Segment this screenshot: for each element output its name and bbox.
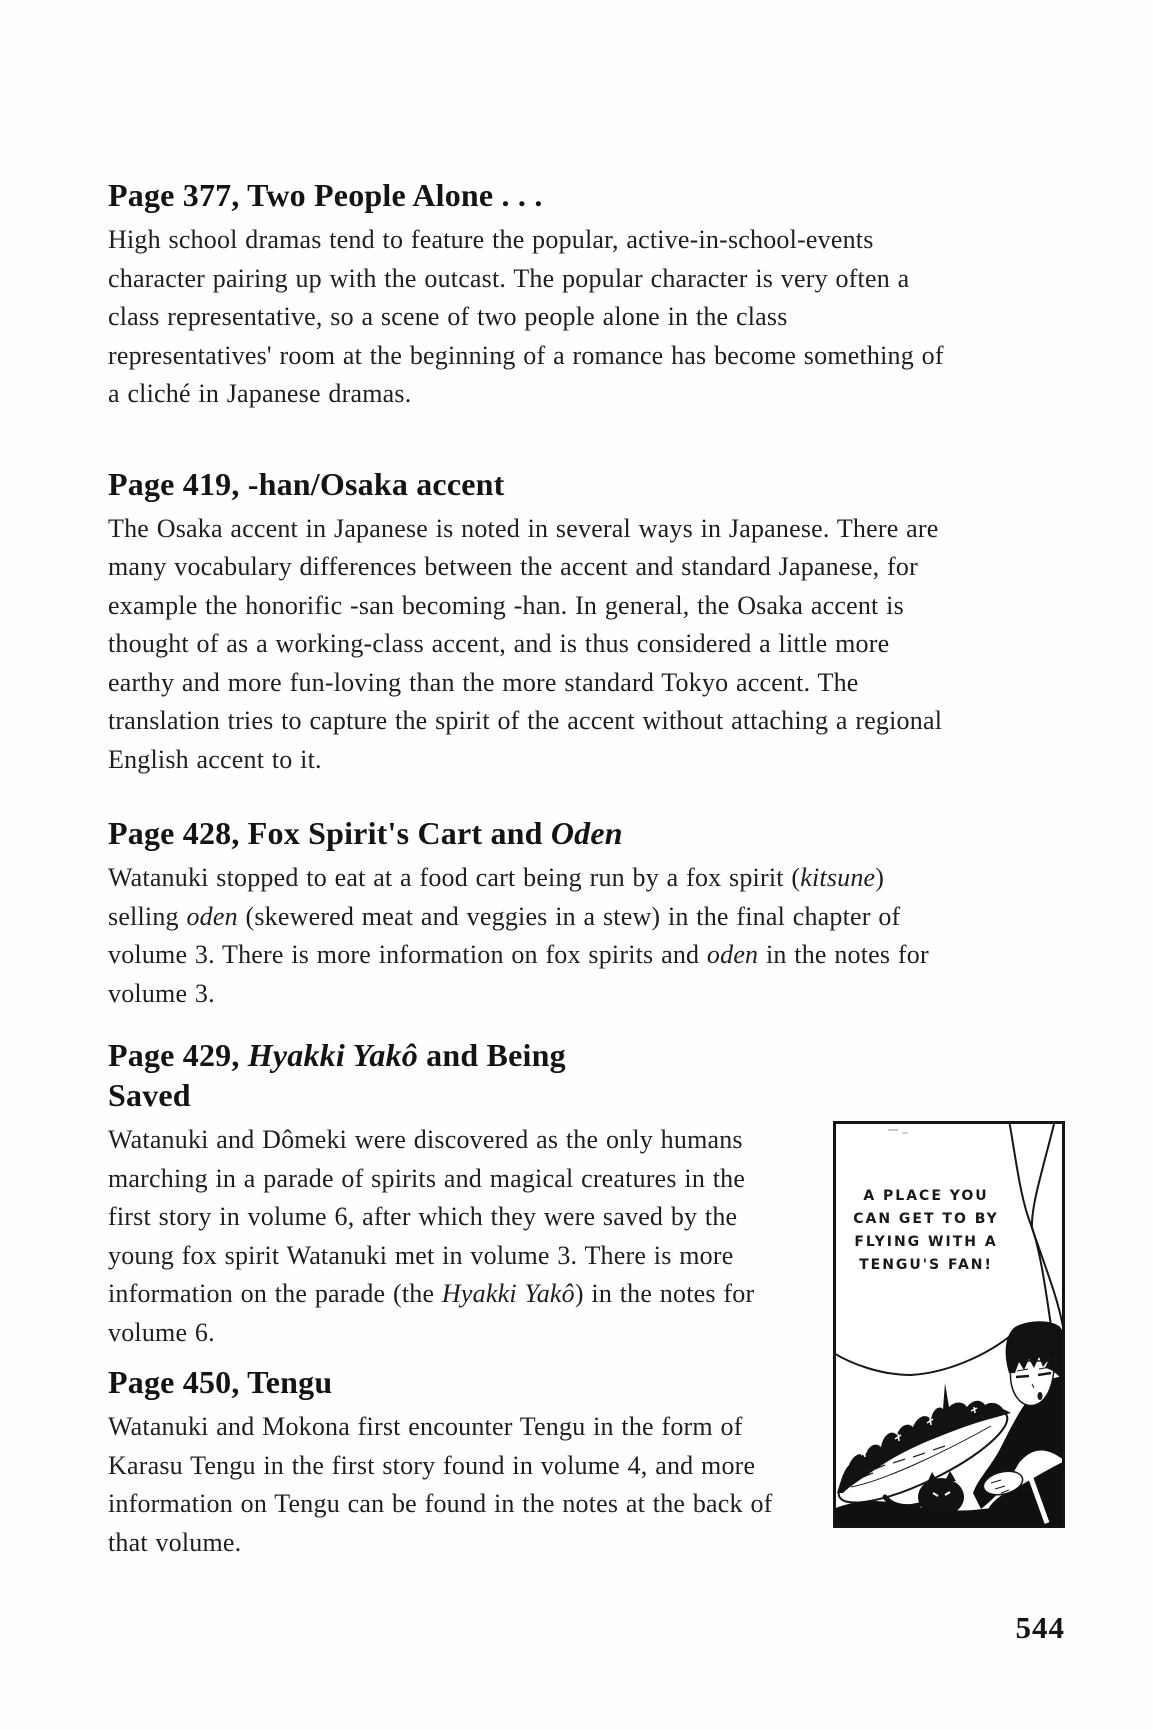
note-body-377: High school dramas tend to feature the popular, active-in-school-events character pairing up with the outcast. The popular character is very often a class representative, so a scene of two people alone in the class representatives' room at the beginning of a romance has become something of a cliché in Japanese dramas. (108, 225, 944, 408)
page-number: 544 (1015, 1610, 1065, 1645)
manga-panel (833, 1121, 1065, 1528)
note-heading-450: Page 450, Tengu (108, 1364, 333, 1400)
note-body-428: Watanuki stopped to eat at a food cart being run by a fox spirit (kitsune) selling oden (skewered meat and veggies in a stew) in the final chapter of volume 3. There is more information on fox spirits and oden in the notes for volume 3. (108, 863, 929, 1008)
note-heading-419: Page 419, -han/Osaka accent (108, 465, 505, 502)
bubble-line-2: CAN GET TO BY (853, 1211, 999, 1227)
note-heading-377: Page 377, Two People Alone . . . (108, 177, 543, 213)
bubble-line-4: TENGU'S FAN! (859, 1257, 993, 1273)
bubble-line-3: FLYING WITH A (854, 1234, 998, 1250)
bubble-line-1: A PLACE YOU (863, 1188, 989, 1204)
scan-artifact (902, 1132, 908, 1134)
note-heading-429: Page 429, Hyakki Yakô and Being Saved (108, 1037, 566, 1113)
note-heading-428: Page 428, Fox Spirit's Cart and Oden (108, 815, 623, 851)
notes-column (108, 0, 999, 1562)
note-body-419: The Osaka accent in Japanese is noted in several ways in Japanese. There are many vocabulary differences between the accent and standard Japanese, for example the honorific -san becoming -han. In general, the Osaka accent is thought of as a working-class accent, and is thus considered a little more earthy and more fun-loving than the more standard Tokyo accent. The translation tries to capture the spirit of the accent without attaching a regional English accent to it. (108, 513, 943, 774)
scan-artifact (888, 1129, 898, 1131)
note-body-450: Watanuki and Mokona first encounter Tengu in the form of Karasu Tengu in the first story found in volume 4, and more information on Tengu can be found in the notes at the back of that volume. (108, 1412, 773, 1557)
note-body-429: Watanuki and Dômeki were discovered as the only humans marching in a parade of spirits and magical creatures in the first story in volume 6, after which they were saved by the young fox spirit Watanuki met in volume 3. There is more information on the parade (the Hyakki Yakô) in the notes for volume 6. (108, 1125, 755, 1347)
